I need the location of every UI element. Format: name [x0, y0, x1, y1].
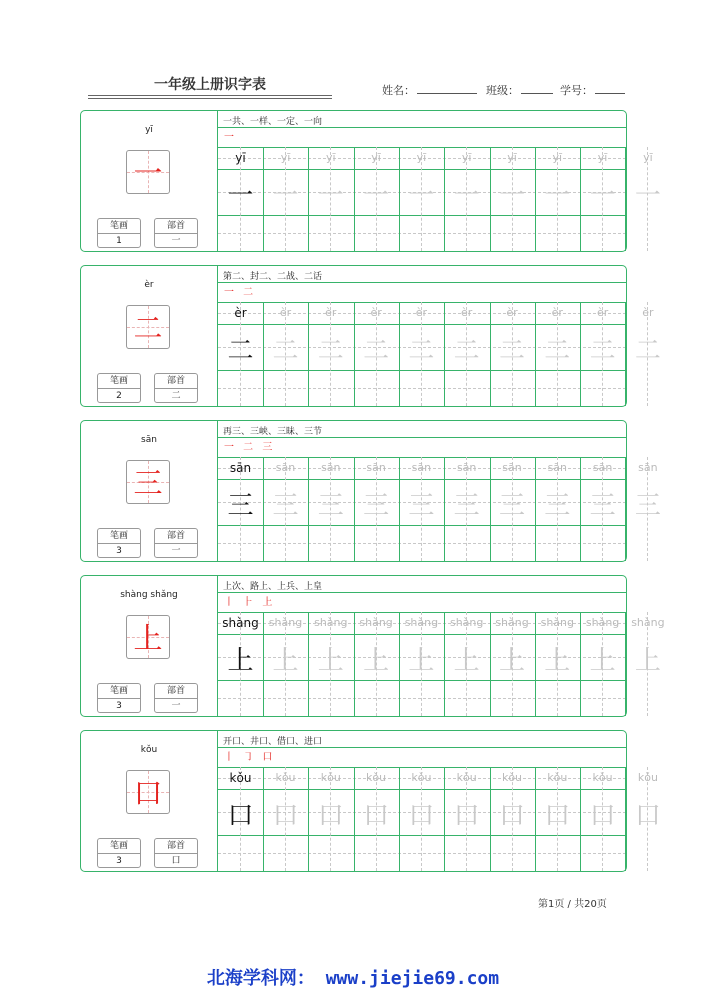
practice-char[interactable]: 上	[589, 646, 616, 676]
practice-pinyin[interactable]: shàng	[585, 616, 620, 629]
practice-char[interactable]: 口	[589, 801, 616, 831]
writing-cell[interactable]	[490, 681, 535, 716]
practice-pinyin[interactable]: kǒu	[320, 771, 341, 784]
practice-char[interactable]: 三	[589, 491, 616, 521]
practice-char[interactable]: 二	[544, 336, 571, 366]
char-card	[80, 575, 665, 717]
practice-char[interactable]: 一	[272, 181, 299, 211]
practice-pinyin[interactable]: yī	[461, 151, 472, 164]
practice-pinyin[interactable]: kǒu	[637, 771, 658, 784]
practice-pinyin[interactable]: shàng	[268, 616, 303, 629]
writing-cell[interactable]	[444, 526, 489, 561]
practice-pinyin[interactable]: sān	[456, 461, 477, 474]
writing-cell[interactable]	[218, 526, 263, 561]
writing-cell[interactable]	[444, 216, 489, 251]
practice-pinyin[interactable]: shàng	[540, 616, 574, 629]
practice-pinyin[interactable]: kǒu	[411, 771, 432, 784]
practice-char[interactable]: 三	[272, 491, 299, 521]
practice-char: 三	[227, 491, 254, 521]
practice-pinyin[interactable]: yī	[643, 151, 653, 164]
char-display: 上	[133, 621, 163, 655]
practice-pinyin[interactable]: èr	[506, 306, 518, 319]
practice-pinyin[interactable]: shàng	[314, 616, 348, 629]
practice-char[interactable]: 一	[408, 181, 435, 211]
practice-pinyin[interactable]: shàng	[495, 616, 529, 629]
writing-cell[interactable]	[535, 216, 580, 251]
char-box	[126, 460, 170, 504]
example-words: 上次、路上、上兵、上皇	[223, 582, 323, 592]
char-card	[80, 265, 661, 407]
practice-char[interactable]: 一	[634, 181, 661, 211]
radical-box	[154, 683, 198, 713]
practice-char[interactable]: 一	[498, 181, 525, 211]
practice-pinyin[interactable]: èr	[461, 306, 473, 319]
practice-char[interactable]: 三	[317, 491, 344, 521]
practice-pinyin[interactable]: yī	[280, 151, 291, 164]
footer-watermark: 北海学科网： www.jiejie69.com	[206, 968, 500, 989]
radical-label: 部首	[155, 684, 197, 699]
stroke-label: 笔画	[98, 839, 140, 854]
writing-cell[interactable]	[218, 216, 263, 251]
writing-cell[interactable]	[399, 836, 444, 871]
example-words: 第二、封二、二战、二话	[223, 272, 323, 282]
writing-cell[interactable]	[354, 836, 399, 871]
practice-panel	[218, 576, 665, 716]
writing-cell[interactable]	[263, 681, 308, 716]
example-words: 一共、一样、一定、一向	[223, 117, 323, 127]
stroke-count-box	[97, 683, 141, 713]
practice-panel	[218, 421, 661, 561]
practice-char[interactable]: 上	[408, 646, 435, 676]
radical-box	[154, 218, 198, 248]
stroke-count-box	[97, 528, 141, 558]
practice-pinyin[interactable]: yī	[597, 151, 608, 164]
practice-char[interactable]: 二	[634, 336, 661, 366]
practice-panel	[218, 266, 661, 406]
char-pinyin: kǒu	[140, 745, 158, 755]
practice-pinyin[interactable]: sān	[411, 461, 432, 474]
writing-cell[interactable]	[263, 836, 308, 871]
page-title: 一年级上册识字表	[154, 77, 266, 93]
practice-char[interactable]: 口	[544, 801, 571, 831]
writing-cell[interactable]	[580, 836, 625, 871]
char-display: 一	[133, 156, 163, 190]
char-pinyin: yī	[145, 125, 153, 135]
writing-cell[interactable]	[625, 526, 670, 561]
practice-pinyin[interactable]: sān	[275, 461, 296, 474]
practice-char[interactable]: 口	[498, 801, 525, 831]
practice-char[interactable]: 二	[498, 336, 525, 366]
name-label: 姓名：	[382, 84, 415, 97]
practice-pinyin[interactable]: sān	[638, 461, 658, 474]
writing-cell[interactable]	[535, 526, 580, 561]
writing-cell[interactable]	[490, 836, 535, 871]
practice-char[interactable]: 一	[589, 181, 616, 211]
writing-cell[interactable]	[218, 681, 263, 716]
radical-value: 口	[171, 856, 181, 866]
practice-pinyin[interactable]: èr	[642, 306, 654, 319]
practice-pinyin[interactable]: kǒu	[547, 771, 568, 784]
practice-char[interactable]: 口	[408, 801, 435, 831]
stroke-order: 一	[224, 132, 237, 143]
char-pinyin: shàng shǎng	[120, 590, 178, 600]
practice-pinyin[interactable]: sān	[502, 461, 522, 474]
stroke-count: 3	[116, 856, 122, 866]
practice-char: 口	[227, 801, 254, 831]
example-words: 再三、三峡、三昧、三节	[223, 427, 323, 437]
radical-value: 一	[171, 236, 181, 246]
char-card	[80, 110, 661, 252]
practice-char[interactable]: 二	[453, 336, 480, 366]
practice-pinyin[interactable]: èr	[279, 306, 292, 319]
writing-cell[interactable]	[490, 526, 535, 561]
radical-label: 部首	[155, 219, 197, 234]
practice-char[interactable]: 二	[589, 336, 616, 366]
stroke-count-box	[97, 373, 141, 403]
writing-cell[interactable]	[580, 526, 625, 561]
practice-char[interactable]: 上	[272, 646, 299, 676]
name-field[interactable]	[382, 82, 477, 98]
practice-pinyin[interactable]: sān	[321, 461, 341, 474]
writing-cell[interactable]	[263, 526, 308, 561]
radical-box	[154, 838, 198, 868]
writing-cell[interactable]	[308, 836, 353, 871]
practice-char[interactable]: 一	[317, 181, 344, 211]
writing-cell[interactable]	[354, 681, 399, 716]
char-box	[126, 305, 170, 349]
practice-char[interactable]: 二	[317, 336, 344, 366]
radical-value: 二	[171, 391, 181, 401]
char-display: 二	[133, 311, 163, 345]
writing-cell[interactable]	[354, 371, 399, 406]
stroke-order: 一 二 三	[224, 442, 276, 453]
writing-cell[interactable]	[580, 371, 625, 406]
practice-pinyin: yī	[235, 151, 246, 165]
practice-pinyin[interactable]: sān	[592, 461, 613, 474]
practice-char: 上	[227, 646, 254, 676]
writing-cell[interactable]	[535, 371, 580, 406]
writing-cell[interactable]	[444, 836, 489, 871]
practice-char[interactable]: 三	[544, 491, 571, 521]
practice-char[interactable]: 口	[317, 801, 344, 831]
practice-pinyin: èr	[234, 306, 247, 320]
practice-pinyin[interactable]: shàng	[359, 616, 393, 629]
char-info-panel	[81, 111, 218, 251]
writing-cell[interactable]	[625, 681, 670, 716]
practice-char[interactable]: 三	[498, 491, 525, 521]
stroke-label: 笔画	[98, 529, 140, 544]
char-card	[80, 420, 661, 562]
practice-pinyin[interactable]: shàng	[449, 616, 484, 629]
writing-cell[interactable]	[263, 371, 308, 406]
writing-cell[interactable]	[625, 836, 670, 871]
writing-cell[interactable]	[399, 681, 444, 716]
char-pinyin: èr	[144, 280, 154, 290]
practice-char[interactable]: 二	[272, 336, 299, 366]
number-label: 学号：	[560, 84, 593, 97]
practice-pinyin[interactable]: yī	[552, 151, 563, 164]
radical-value: 一	[171, 701, 181, 711]
practice-pinyin[interactable]: kǒu	[456, 771, 477, 784]
char-info-panel	[81, 576, 218, 716]
practice-pinyin[interactable]: èr	[415, 306, 428, 319]
practice-pinyin[interactable]: shàng	[404, 616, 439, 629]
writing-cell[interactable]	[490, 371, 535, 406]
char-box	[126, 150, 170, 194]
practice-char[interactable]: 口	[363, 801, 390, 831]
practice-char[interactable]: 一	[544, 181, 571, 211]
practice-pinyin[interactable]: shàng	[631, 616, 665, 629]
practice-pinyin[interactable]: kǒu	[501, 771, 523, 784]
stroke-count-box	[97, 838, 141, 868]
title-underline	[88, 95, 332, 96]
practice-panel	[218, 731, 661, 871]
writing-cell[interactable]	[308, 216, 353, 251]
char-box	[126, 615, 170, 659]
practice-char[interactable]: 上	[634, 646, 661, 676]
stroke-count-box	[97, 218, 141, 248]
writing-cell[interactable]	[263, 216, 308, 251]
page-number: 第1页 / 共20页	[538, 899, 607, 910]
practice-char[interactable]: 三	[634, 491, 661, 521]
writing-cell[interactable]	[218, 836, 263, 871]
writing-cell[interactable]	[444, 681, 489, 716]
practice-pinyin: kǒu	[229, 771, 252, 785]
practice-char[interactable]: 口	[634, 801, 661, 831]
char-display: 口	[133, 776, 163, 810]
practice-pinyin[interactable]: sān	[366, 461, 386, 474]
stroke-order: 丨 ㇆ 口	[224, 752, 276, 763]
writing-cell[interactable]	[308, 526, 353, 561]
practice-pinyin[interactable]: èr	[325, 306, 337, 319]
stroke-label: 笔画	[98, 374, 140, 389]
writing-cell[interactable]	[625, 371, 670, 406]
stroke-label: 笔画	[98, 684, 140, 699]
char-pinyin: sān	[141, 435, 157, 445]
class-label: 班级：	[486, 84, 519, 97]
writing-cell[interactable]	[625, 216, 670, 251]
radical-label: 部首	[155, 529, 197, 544]
practice-char[interactable]: 上	[453, 646, 480, 676]
practice-char[interactable]: 上	[544, 646, 571, 676]
practice-pinyin[interactable]: yī	[416, 151, 427, 164]
stroke-order: 丨 ⺊ 上	[224, 597, 276, 608]
practice-pinyin[interactable]: èr	[596, 306, 609, 319]
practice-pinyin[interactable]: kǒu	[592, 771, 613, 784]
practice-pinyin[interactable]: yī	[371, 151, 381, 164]
char-box	[126, 770, 170, 814]
writing-cell[interactable]	[580, 216, 625, 251]
title-underline-2	[88, 98, 332, 99]
writing-cell[interactable]	[444, 371, 489, 406]
practice-pinyin[interactable]: sān	[547, 461, 568, 474]
radical-box	[154, 373, 198, 403]
practice-char: 二	[227, 336, 254, 366]
practice-pinyin[interactable]: yī	[507, 151, 517, 164]
char-info-panel	[81, 266, 218, 406]
practice-char[interactable]: 二	[363, 336, 390, 366]
char-display: 三	[133, 466, 163, 500]
practice-char[interactable]: 二	[408, 336, 435, 366]
radical-label: 部首	[155, 839, 197, 854]
writing-cell[interactable]	[399, 526, 444, 561]
practice-pinyin[interactable]: kǒu	[366, 771, 387, 784]
practice-char: 一	[227, 181, 254, 211]
class-field[interactable]	[486, 82, 553, 98]
practice-pinyin[interactable]: yī	[326, 151, 336, 164]
radical-label: 部首	[155, 374, 197, 389]
practice-pinyin[interactable]: èr	[551, 306, 563, 319]
radical-value: 一	[171, 546, 181, 556]
practice-char[interactable]: 口	[272, 801, 299, 831]
practice-char[interactable]: 上	[363, 646, 390, 676]
practice-pinyin: sān	[229, 461, 252, 475]
stroke-label: 笔画	[98, 219, 140, 234]
writing-cell[interactable]	[308, 681, 353, 716]
radical-box	[154, 528, 198, 558]
char-info-panel	[81, 421, 218, 561]
stroke-count: 3	[116, 701, 122, 711]
writing-cell[interactable]	[399, 216, 444, 251]
practice-pinyin: shàng	[222, 616, 259, 630]
practice-pinyin[interactable]: èr	[370, 306, 382, 319]
stroke-count: 3	[116, 546, 122, 556]
practice-char[interactable]: 一	[453, 181, 480, 211]
writing-cell[interactable]	[218, 371, 263, 406]
practice-char[interactable]: 上	[317, 646, 344, 676]
writing-cell[interactable]	[354, 216, 399, 251]
practice-char[interactable]: 上	[498, 646, 525, 676]
writing-cell[interactable]	[535, 681, 580, 716]
char-info-panel	[81, 731, 218, 871]
char-card	[80, 730, 661, 872]
number-field[interactable]	[560, 82, 625, 98]
writing-cell[interactable]	[580, 681, 625, 716]
writing-cell[interactable]	[535, 836, 580, 871]
stroke-order: 一 二	[224, 287, 257, 298]
practice-char[interactable]: 三	[408, 491, 435, 521]
writing-cell[interactable]	[490, 216, 535, 251]
example-words: 开口、井口、借口、进口	[223, 737, 323, 747]
practice-char[interactable]: 一	[363, 181, 390, 211]
stroke-count: 1	[116, 236, 122, 246]
practice-panel	[218, 111, 661, 251]
practice-char[interactable]: 口	[453, 801, 480, 831]
practice-char[interactable]: 三	[453, 491, 480, 521]
writing-cell[interactable]	[308, 371, 353, 406]
practice-char[interactable]: 三	[363, 491, 390, 521]
writing-cell[interactable]	[354, 526, 399, 561]
writing-cell[interactable]	[399, 371, 444, 406]
practice-pinyin[interactable]: kǒu	[275, 771, 296, 784]
stroke-count: 2	[116, 391, 122, 401]
